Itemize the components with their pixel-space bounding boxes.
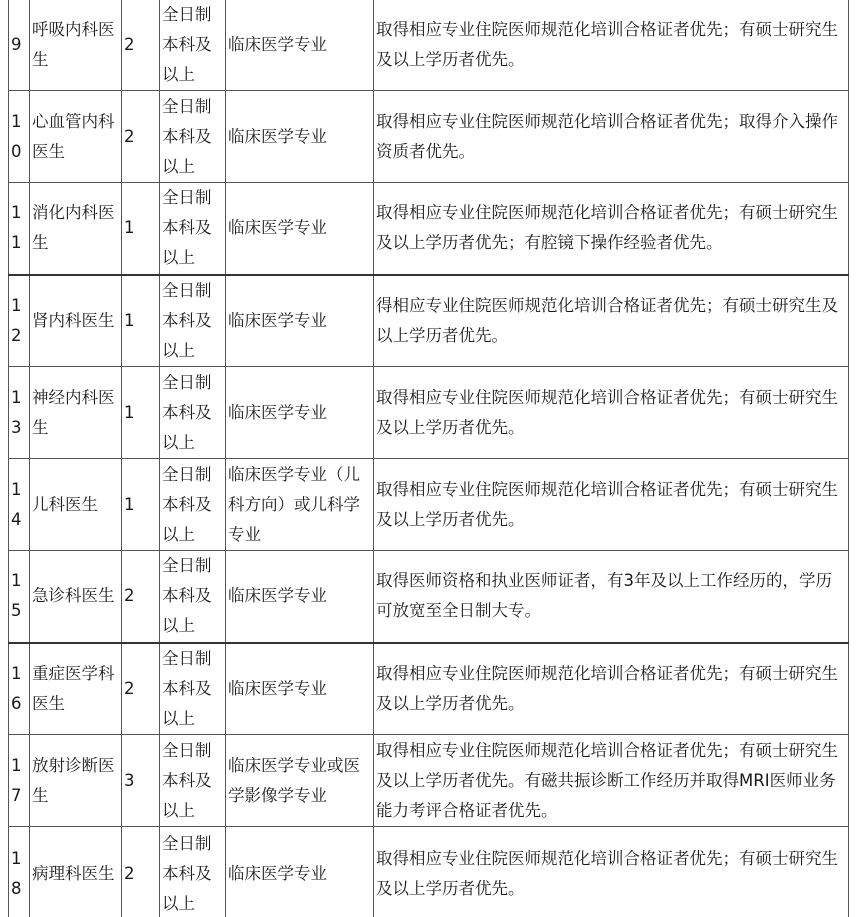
requirement-cell: 取得相应专业住院医师规范化培训合格证者优先；有硕士研究生及以上学历者优先。	[374, 459, 849, 551]
count-cell: 2	[122, 643, 160, 735]
major-cell: 临床医学专业	[226, 367, 374, 459]
table-row	[9, 459, 849, 551]
major-cell: 临床医学专业或医学影像学专业	[226, 735, 374, 827]
row-number: 13	[9, 367, 30, 459]
count-cell: 3	[122, 735, 160, 827]
requirement-cell: 取得相应专业住院医师规范化培训合格证者优先；有硕士研究生及以上学历者优先。	[374, 827, 849, 917]
position-cell: 神经内科医生	[30, 367, 122, 459]
table-row	[9, 735, 849, 827]
row-number: 18	[9, 827, 30, 917]
requirement-cell: 取得相应专业住院医师规范化培训合格证者优先；有硕士研究生及以上学历者优先。有磁共振诊断工作经历并取得MRI医师业务能力考评合格证者优先。	[374, 735, 849, 827]
major-cell: 临床医学专业	[226, 91, 374, 183]
education-cell: 全日制本科及以上	[160, 551, 226, 643]
education-cell: 全日制本科及以上	[160, 735, 226, 827]
table-row	[9, 183, 849, 275]
position-cell: 肾内科医生	[30, 275, 122, 367]
table-row	[9, 367, 849, 459]
count-cell: 1	[122, 183, 160, 275]
table-row	[9, 551, 849, 643]
count-cell: 1	[122, 275, 160, 367]
position-cell: 重症医学科医生	[30, 643, 122, 735]
education-cell: 全日制本科及以上	[160, 91, 226, 183]
education-cell: 全日制本科及以上	[160, 183, 226, 275]
major-cell: 临床医学专业	[226, 643, 374, 735]
position-cell: 病理科医生	[30, 827, 122, 917]
row-number: 9	[9, 0, 30, 91]
requirement-cell: 得相应专业住院医师规范化培训合格证者优先；有硕士研究生及以上学历者优先。	[374, 275, 849, 367]
recruitment-table	[8, 0, 849, 917]
major-cell: 临床医学专业	[226, 827, 374, 917]
education-cell: 全日制本科及以上	[160, 275, 226, 367]
position-cell: 呼吸内科医生	[30, 0, 122, 91]
education-cell: 全日制本科及以上	[160, 367, 226, 459]
row-number: 12	[9, 275, 30, 367]
requirement-cell: 取得相应专业住院医师规范化培训合格证者优先；取得介入操作资质者优先。	[374, 91, 849, 183]
table-row	[9, 0, 849, 91]
position-cell: 儿科医生	[30, 459, 122, 551]
row-number: 15	[9, 551, 30, 643]
major-cell: 临床医学专业	[226, 0, 374, 91]
position-cell: 心血管内科医生	[30, 91, 122, 183]
row-number: 16	[9, 643, 30, 735]
requirement-cell: 取得医师资格和执业医师证者，有3年及以上工作经历的，学历可放宽至全日制大专。	[374, 551, 849, 643]
major-cell: 临床医学专业（儿科方向）或儿科学专业	[226, 459, 374, 551]
row-number: 11	[9, 183, 30, 275]
count-cell: 1	[122, 367, 160, 459]
position-cell: 放射诊断医生	[30, 735, 122, 827]
table-row	[9, 91, 849, 183]
row-number: 14	[9, 459, 30, 551]
major-cell: 临床医学专业	[226, 183, 374, 275]
table-row	[9, 275, 849, 367]
education-cell: 全日制本科及以上	[160, 0, 226, 91]
row-number: 10	[9, 91, 30, 183]
requirement-cell: 取得相应专业住院医师规范化培训合格证者优先；有硕士研究生及以上学历者优先；有腔镜下操作经验者优先。	[374, 183, 849, 275]
education-cell: 全日制本科及以上	[160, 459, 226, 551]
position-cell: 消化内科医生	[30, 183, 122, 275]
education-cell: 全日制本科及以上	[160, 643, 226, 735]
position-cell: 急诊科医生	[30, 551, 122, 643]
count-cell: 2	[122, 91, 160, 183]
education-cell: 全日制本科及以上	[160, 827, 226, 917]
requirement-cell: 取得相应专业住院医师规范化培训合格证者优先；有硕士研究生及以上学历者优先。	[374, 367, 849, 459]
table-row	[9, 827, 849, 917]
requirement-cell: 取得相应专业住院医师规范化培训合格证者优先；有硕士研究生及以上学历者优先。	[374, 0, 849, 91]
count-cell: 1	[122, 459, 160, 551]
major-cell: 临床医学专业	[226, 275, 374, 367]
row-number: 17	[9, 735, 30, 827]
table-row	[9, 643, 849, 735]
count-cell: 2	[122, 551, 160, 643]
requirement-cell: 取得相应专业住院医师规范化培训合格证者优先；有硕士研究生及以上学历者优先。	[374, 643, 849, 735]
count-cell: 2	[122, 0, 160, 91]
major-cell: 临床医学专业	[226, 551, 374, 643]
count-cell: 2	[122, 827, 160, 917]
